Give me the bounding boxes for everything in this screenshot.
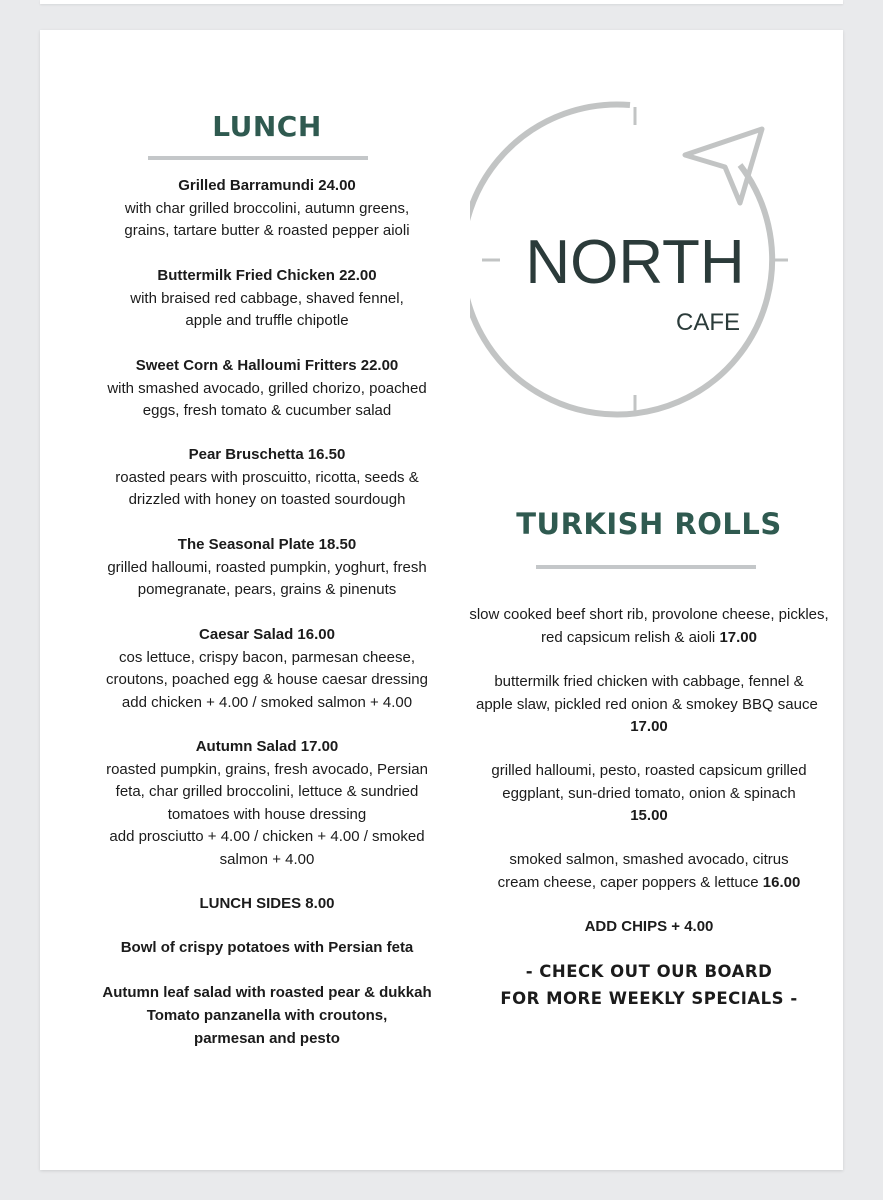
roll-item: grilled halloumi, pesto, roasted capsicum grilled eggplant, sun-dried tomato, onion & spinach 15.00 bbox=[491, 762, 807, 824]
menu-item: Buttermilk Fried Chicken 22.00 with braised red cabbage, shaved fennel, apple and truffle chipotle bbox=[130, 267, 404, 329]
menu-item: Autumn Salad 17.00 roasted pumpkin, grains, fresh avocado, Persian feta, char grilled broccolini, lettuce & sundried tomatoes with house dressing add prosciutto + 4.00 / chicken + 4.00 / smoked salmon + 4.00 bbox=[106, 738, 428, 868]
side-item: Autumn leaf salad with roasted pear & dukkah bbox=[102, 984, 432, 1001]
board-specials-line-2: FOR MORE WEEKLY SPECIALS - bbox=[500, 989, 798, 1008]
board-specials-line-1: - CHECK OUT OUR BOARD bbox=[525, 962, 773, 981]
menu-page bbox=[40, 30, 843, 1170]
lunch-divider bbox=[148, 156, 368, 160]
roll-item: buttermilk fried chicken with cabbage, fennel & apple slaw, pickled red onion & smokey BBQ sauce 17.00 bbox=[475, 673, 818, 735]
turkish-rolls-divider bbox=[536, 565, 756, 569]
side-item: Tomato panzanella with croutons, parmesan and pesto bbox=[146, 1007, 388, 1047]
previous-page-edge bbox=[40, 0, 843, 4]
add-chips: ADD CHIPS + 4.00 bbox=[584, 918, 714, 935]
logo-sub: CAFE bbox=[675, 309, 741, 336]
roll-item: smoked salmon, smashed avocado, citrus cream cheese, caper poppers & lettuce 16.00 bbox=[497, 851, 801, 891]
menu-item: Sweet Corn & Halloumi Fritters 22.00 with smashed avocado, grilled chorizo, poached eggs, fresh tomato & cucumber salad bbox=[107, 357, 427, 419]
logo-name: NORTH bbox=[525, 228, 745, 297]
lunch-heading: LUNCH bbox=[212, 110, 322, 143]
menu-item: Grilled Barramundi 24.00 with char grilled broccolini, autumn greens, grains, tartare butter & roasted pepper aioli bbox=[124, 177, 410, 239]
menu-item: The Seasonal Plate 18.50 grilled halloumi, roasted pumpkin, yoghurt, fresh pomegranate, pears, grains & pinenuts bbox=[107, 536, 427, 598]
lunch-sides-heading: LUNCH SIDES 8.00 bbox=[199, 895, 335, 912]
roll-item: slow cooked beef short rib, provolone cheese, pickles, red capsicum relish & aioli 17.00 bbox=[469, 606, 829, 646]
north-cafe-logo bbox=[470, 95, 800, 425]
turkish-rolls-heading: TURKISH ROLLS bbox=[516, 507, 782, 541]
menu-item: Pear Bruschetta 16.50 roasted pears with proscuitto, ricotta, seeds & drizzled with honey on toasted sourdough bbox=[115, 446, 419, 508]
side-item: Bowl of crispy potatoes with Persian feta bbox=[120, 939, 414, 956]
menu-item: Caesar Salad 16.00 cos lettuce, crispy bacon, parmesan cheese, croutons, poached egg & house caesar dressing add chicken + 4.00 / smoked salmon + 4.00 bbox=[106, 626, 428, 711]
